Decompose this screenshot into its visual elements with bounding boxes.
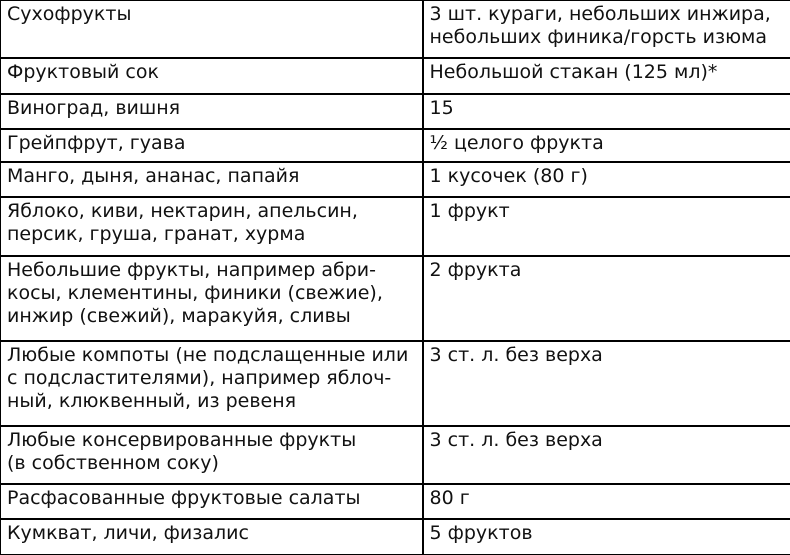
portion-cell: ½ целого фрукта	[423, 129, 790, 163]
fruit-cell: Грейпфрут, гуава	[1, 129, 423, 163]
portion-cell: 1 кусочек (80 г)	[423, 162, 790, 197]
fruit-cell: Кумкват, личи, физалис	[1, 519, 423, 555]
table-body	[1, 1, 790, 555]
portion-cell: 80 г	[423, 484, 790, 519]
table-row	[1, 58, 790, 94]
table-row	[1, 162, 790, 197]
table-row	[1, 519, 790, 555]
table-row	[1, 256, 790, 341]
fruit-cell: Фруктовый сок	[1, 58, 423, 94]
table-row	[1, 341, 790, 426]
portion-cell: 15	[423, 94, 790, 129]
fruit-cell: Яблоко, киви, нектарин, апельсин, персик, груша, гранат, хурма	[1, 197, 423, 256]
portion-cell: 2 фрукта	[423, 256, 790, 341]
table-row	[1, 197, 790, 256]
fruit-cell: Сухофрукты	[1, 1, 423, 59]
table-row	[1, 94, 790, 129]
table-row	[1, 1, 790, 59]
portion-cell: Небольшой стакан (125 мл)*	[423, 58, 790, 94]
portion-cell: 5 фруктов	[423, 519, 790, 555]
table-row	[1, 426, 790, 484]
portion-cell: 3 ст. л. без верха	[423, 426, 790, 484]
table-row	[1, 129, 790, 163]
fruit-cell: Любые компоты (не подслащенные или с подсластителями), например яблоч- ный, клюквенный, из ревеня	[1, 341, 423, 426]
portion-cell: 3 шт. кураги, небольших инжира, небольших финика/горсть изюма	[423, 1, 790, 59]
fruit-cell: Любые консервированные фрукты (в собственном соку)	[1, 426, 423, 484]
fruit-cell: Расфасованные фруктовые салаты	[1, 484, 423, 519]
fruit-cell: Манго, дыня, ананас, папайя	[1, 162, 423, 197]
fruit-cell: Небольшие фрукты, например абри- косы, клементины, финики (свежие), инжир (свежий), маракуйя, сливы	[1, 256, 423, 341]
portion-cell: 1 фрукт	[423, 197, 790, 256]
table-row	[1, 484, 790, 519]
fruit-cell: Виноград, вишня	[1, 94, 423, 129]
portion-cell: 3 ст. л. без верха	[423, 341, 790, 426]
